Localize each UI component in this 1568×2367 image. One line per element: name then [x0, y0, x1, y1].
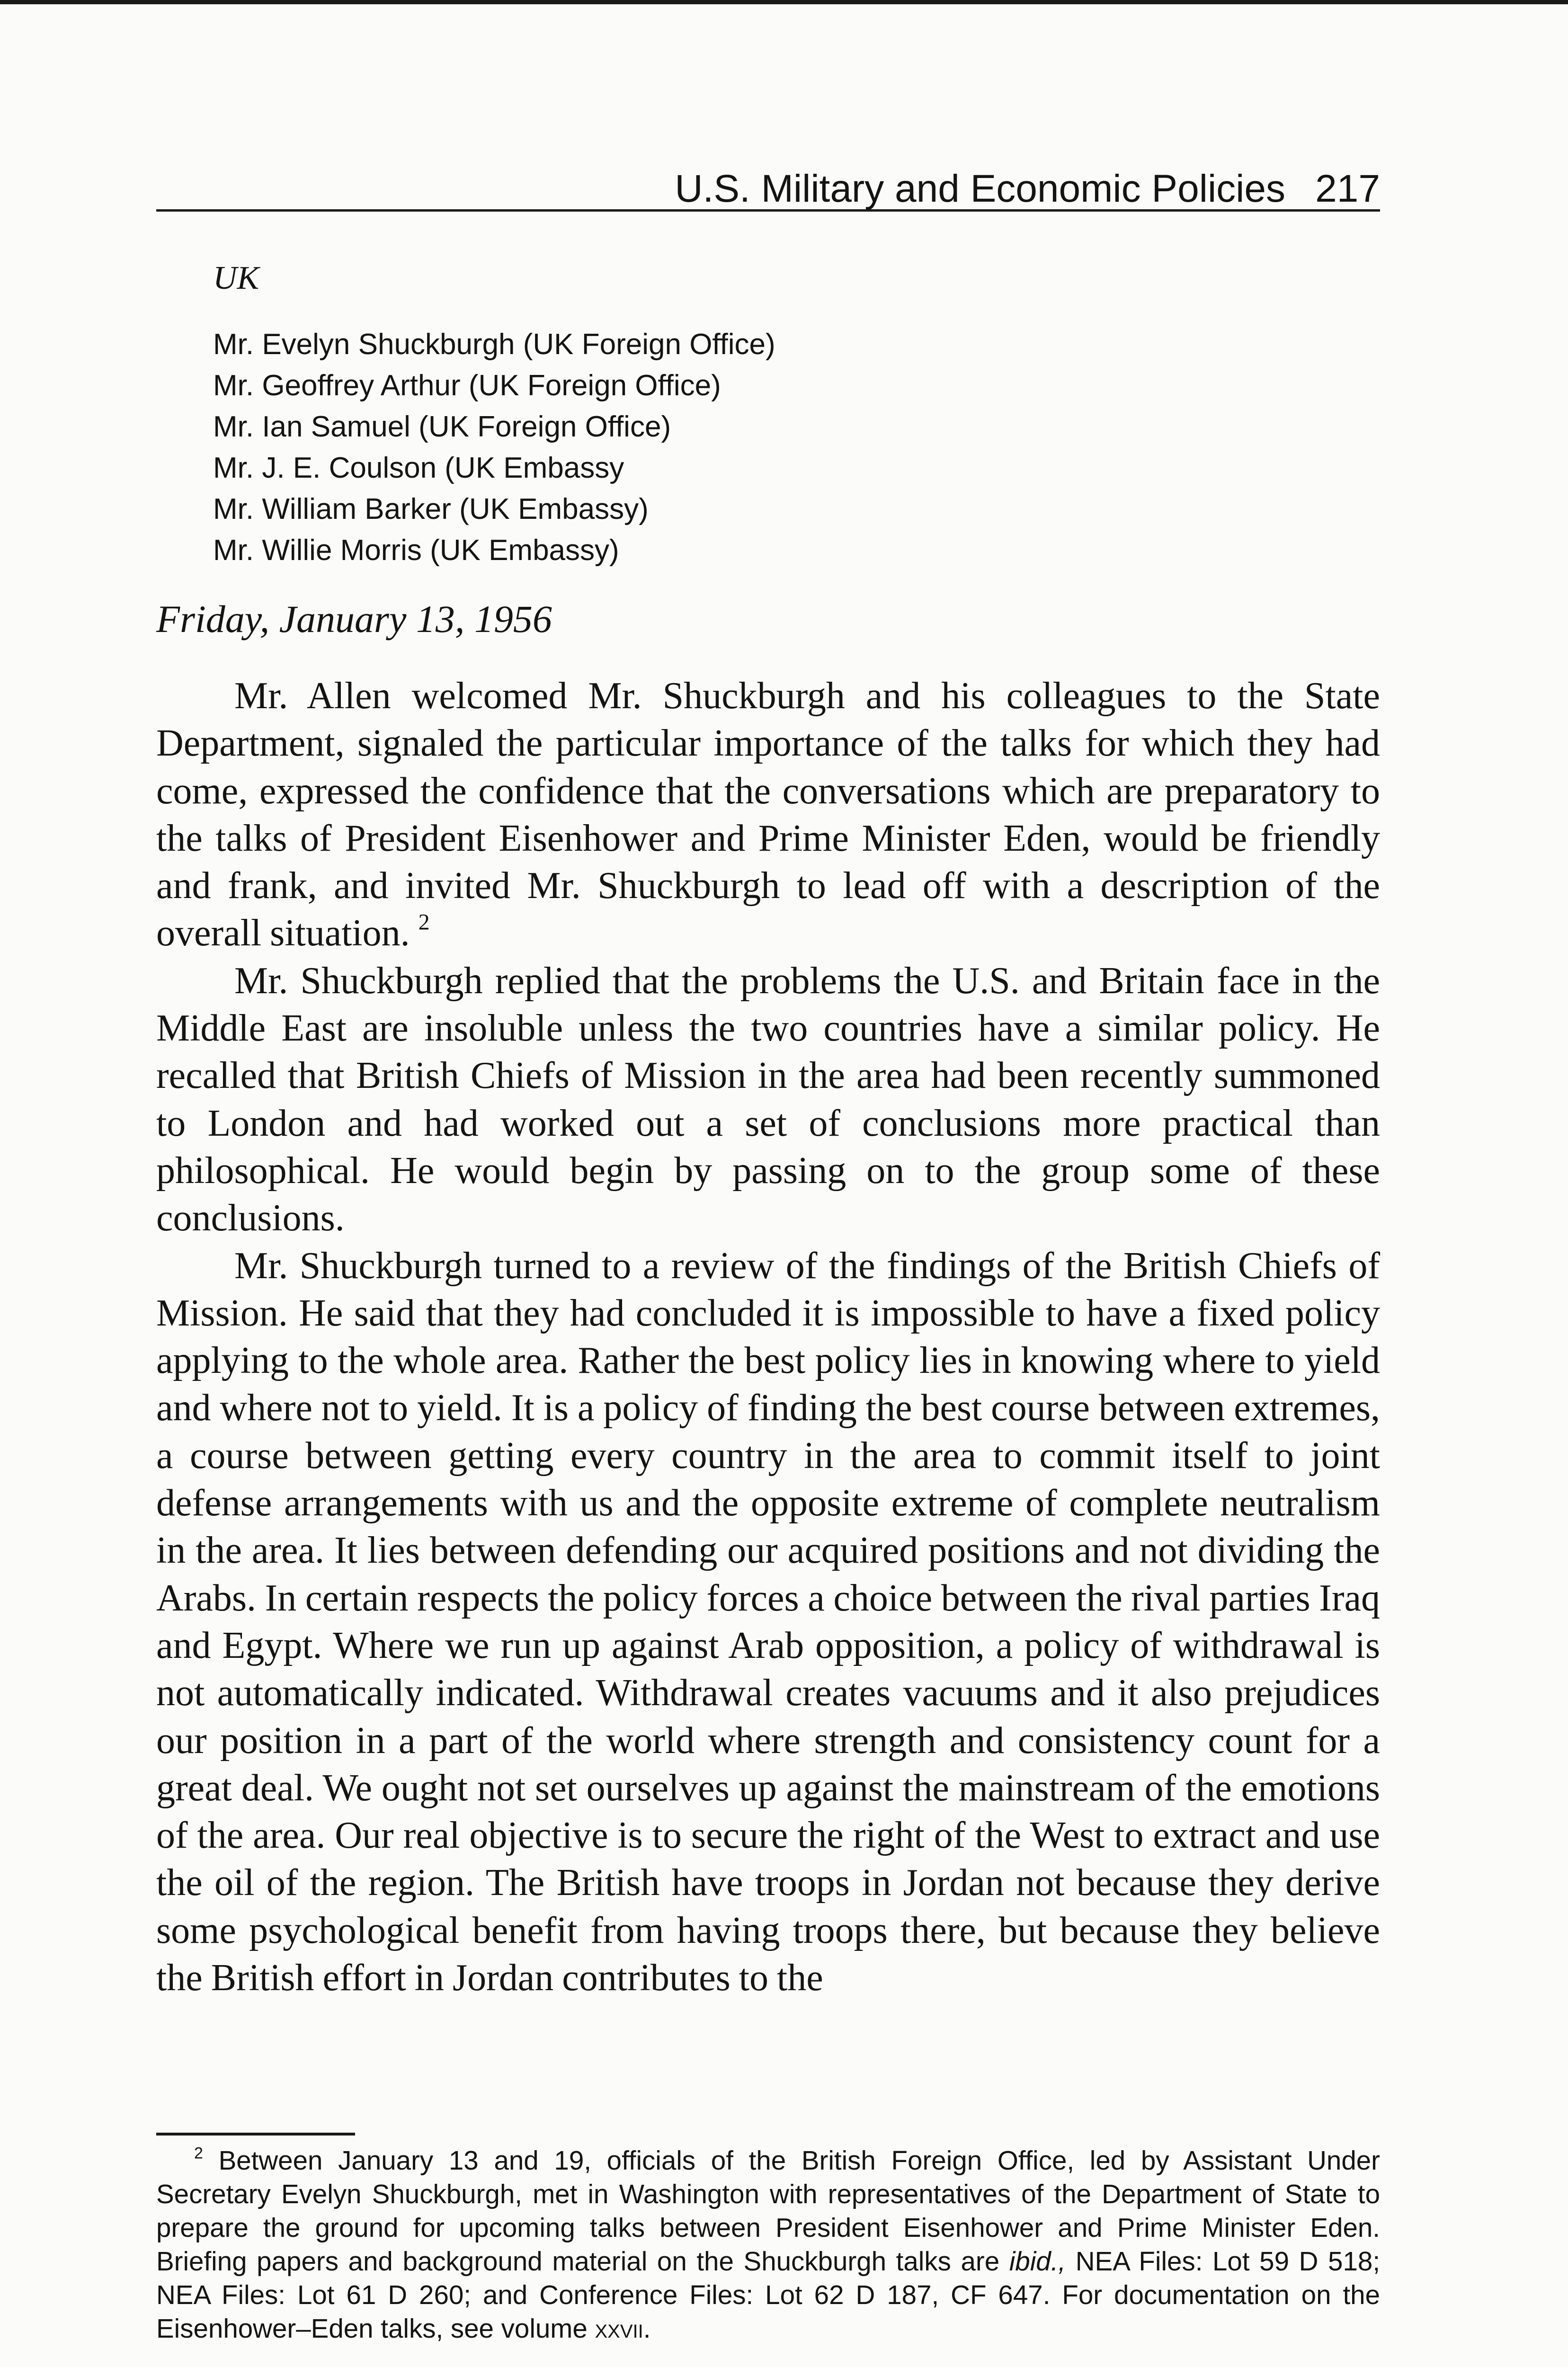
paragraph-text: Mr. Allen welcomed Mr. Shuckburgh and his colleagues to the State Department, signaled the particular importance of the talks for which they had come, expressed the confidence that the conversations which are preparatory to the talks of President Eisenhower and Prime Minister Eden, would be friendly and frank, and invited Mr. Shuckburgh to lead off with a description of the overall situation.	[156, 675, 1380, 954]
running-title: U.S. Military and Economic Policies	[675, 167, 1285, 210]
delegation-country: UK	[213, 260, 259, 296]
footnote-number: 2	[194, 2144, 203, 2162]
page-number: 217	[1315, 167, 1380, 210]
participant: Mr. Ian Samuel (UK Foreign Office)	[213, 410, 671, 443]
paragraph: Mr. Shuckburgh replied that the problems the U.S. and Britain face in the Middle East are insoluble unless the two countries have a similar policy. He recalled that British Chiefs of Mission in the area had been recently summoned to London and had worked out a set of conclusions more practical than philosophical. He would begin by passing on to the group some of these conclusions.	[156, 960, 1380, 1239]
body-text	[156, 672, 1380, 2002]
participant: Mr. Evelyn Shuckburgh (UK Foreign Office)	[213, 328, 775, 361]
paragraph: Mr. Shuckburgh turned to a review of the findings of the British Chiefs of Mission. He said that they had concluded it is impossible to have a fixed policy applying to the whole area. Rather the best policy lies in knowing where to yield and where not to yield. It is a policy of finding the best course between extremes, a course between getting every country in the area to commit itself to joint defense arrangements with us and the opposite extreme of complete neutralism in the area. It lies between defending our acquired positions and not dividing the Arabs. In certain respects the policy forces a choice between the rival parties Iraq and Egypt. Where we run up against Arab opposition, a policy of withdrawal is not automatically indicated. Withdrawal creates vacuums and it also prejudices our position in a part of the world where strength and consistency count for a great deal. We ought not set ourselves up against the mainstream of the emotions of the area. Our real objective is to secure the right of the West to extract and use the oil of the region. The British have troops in Jordan not because they derive some psychological benefit from having troops there, but because they believe the British effort in Jordan contributes to the	[156, 1245, 1380, 1999]
paragraph	[156, 672, 1380, 957]
footnote	[156, 2144, 1380, 2345]
participant: Mr. William Barker (UK Embassy)	[213, 493, 649, 525]
footnote-reference[interactable]: 2	[418, 909, 430, 935]
session-date-heading: Friday, January 13, 1956	[156, 597, 552, 641]
footnote-divider	[156, 2133, 355, 2136]
running-header	[156, 154, 1380, 212]
footnote-ibid: ibid.,	[1009, 2246, 1066, 2276]
participant: Mr. Willie Morris (UK Embassy)	[213, 534, 619, 567]
footnote-end: .	[643, 2314, 651, 2343]
participant: Mr. J. E. Coulson (UK Embassy	[213, 452, 624, 484]
participant-list	[213, 324, 775, 571]
page-top-edge	[0, 0, 1568, 4]
footnote-volume: xxvii	[595, 2314, 643, 2343]
footnote-text: NEA Files: Lot 59 D 518; NEA Files: Lot 61 D 260; and Conference Files: Lot 62 D 187, CF 647. For documentation on the Eisenhower–Eden talks, see volume	[156, 2246, 1381, 2343]
footnote-text: Between January 13 and 19, officials of the British Foreign Office, led by Assistant Under Secretary Evelyn Shuckburgh, met in Washington with representatives of the Department of State to prepare the ground for upcoming talks between President Eisenhower and Prime Minister Eden. Briefing papers and background material on the Shuckburgh talks are	[156, 2145, 1380, 2276]
participant: Mr. Geoffrey Arthur (UK Foreign Office)	[213, 369, 721, 402]
